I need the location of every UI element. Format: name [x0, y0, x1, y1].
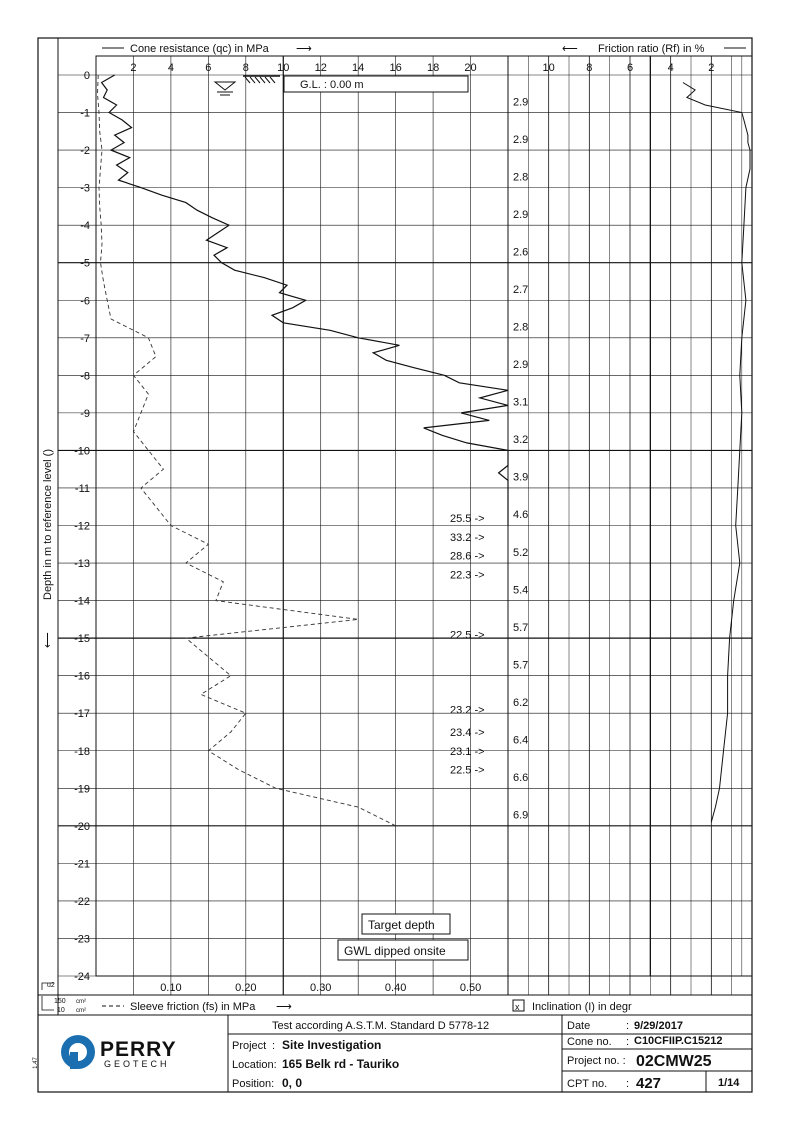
fs-tick-label: 0.30 — [310, 982, 332, 994]
friction-ratio-line — [683, 83, 750, 823]
qc-tick-label: 16 — [389, 62, 402, 74]
qc-arrow-icon: ⟶ — [296, 43, 312, 55]
fs-arrow-icon: ⟶ — [276, 1001, 292, 1013]
depth-tick-label: -12 — [74, 520, 90, 533]
rf-value-label: 5.7 — [513, 621, 529, 634]
depth-tick-label: -5 — [80, 257, 90, 270]
qc-overflow-label: 28.6 -> — [450, 550, 485, 563]
qc-overflow-label: 22.5 -> — [450, 764, 485, 777]
depth-axis-label: Depth in m to reference level () — [42, 448, 54, 600]
project-value: Site Investigation — [282, 1038, 382, 1052]
position-label: Position: — [232, 1078, 275, 1090]
cpt-value: 427 — [636, 1075, 662, 1092]
axis-ticks — [74, 62, 714, 994]
depth-tick-label: -10 — [74, 445, 90, 458]
qc-tick-label: 6 — [205, 62, 212, 74]
date-value: 9/29/2017 — [634, 1020, 683, 1032]
rf-axis-title: Friction ratio (Rf) in % — [598, 43, 705, 55]
qc-overflow-label: 23.1 -> — [450, 745, 485, 758]
depth-tick-label: -24 — [74, 971, 90, 983]
rf-value-label: 3.9 — [513, 471, 529, 484]
depth-tick-label: -17 — [74, 708, 90, 721]
rf-tick-label: 10 — [542, 62, 555, 74]
position-value: 0, 0 — [282, 1076, 303, 1090]
cone-area-legend — [42, 982, 86, 1014]
depth-tick-label: -7 — [80, 332, 90, 345]
project-no-label: Project no. : — [567, 1055, 626, 1067]
groundwater-level-icon — [215, 82, 235, 95]
qc-tick-label: 4 — [167, 62, 174, 74]
qc-tick-label: 18 — [426, 62, 440, 74]
qc-overflow-label: 22.3 -> — [450, 569, 485, 582]
fs-tick-label: 0.40 — [384, 982, 407, 994]
rf-tick-label: 8 — [586, 62, 593, 74]
depth-tick-label: -11 — [74, 482, 90, 495]
rf-value-label: 2.8 — [513, 321, 529, 334]
plot-frame — [96, 56, 752, 976]
qc-tick-label: 14 — [352, 62, 365, 74]
cone-value: C10CFIIP.C15212 — [634, 1035, 723, 1047]
depth-tick-label: -19 — [74, 783, 90, 796]
rf-value-label: 2.7 — [513, 283, 529, 296]
depth-tick-label: -2 — [80, 145, 90, 158]
rf-value-label: 2.8 — [513, 171, 529, 184]
depth-tick-label: -20 — [74, 820, 90, 833]
date-label: Date — [567, 1020, 591, 1032]
rf-value-label: 5.2 — [513, 546, 529, 559]
rf-value-label: 5.7 — [513, 659, 529, 672]
depth-tick-label: -18 — [74, 745, 90, 758]
legend-unit-2: cm² — [76, 1008, 86, 1014]
legend-150: 150 — [54, 998, 66, 1005]
depth-tick-label: -14 — [74, 595, 90, 608]
depth-tick-label: -4 — [80, 220, 90, 233]
project-no-value: 02CMW25 — [636, 1053, 712, 1070]
depth-tick-label: -9 — [80, 407, 90, 420]
rf-value-label: 5.4 — [513, 584, 529, 597]
depth-tick-label: -15 — [74, 633, 90, 646]
cone-colon: : — [626, 1036, 630, 1048]
depth-tick-label: 0 — [83, 70, 90, 82]
fs-tick-label: 0.50 — [459, 982, 482, 994]
chart-labels — [450, 96, 528, 821]
rf-value-label: 2.9 — [513, 96, 529, 109]
qc-axis-title: Cone resistance (qc) in MPa — [130, 43, 269, 55]
qc-tick-label: 20 — [464, 62, 477, 74]
depth-tick-label: -8 — [80, 370, 90, 383]
page-number: 1/14 — [718, 1077, 740, 1089]
logo-sub: GEOTECH — [104, 1059, 170, 1069]
location-label: Location: — [232, 1059, 277, 1071]
cpt-colon: : — [626, 1078, 630, 1090]
legend-10: 10 — [57, 1007, 65, 1014]
rf-value-label: 2.9 — [513, 133, 529, 146]
qc-overflow-label: 23.2 -> — [450, 704, 485, 717]
location-value: 165 Belk rd - Tauriko — [282, 1057, 400, 1071]
fs-tick-label: 0.20 — [235, 982, 257, 994]
legend-u2: u2 — [47, 982, 55, 989]
rf-value-label: 6.4 — [513, 734, 529, 747]
gl-label: G.L. : 0.00 m — [300, 79, 364, 91]
project-colon: : — [272, 1040, 276, 1052]
qc-tick-label: 12 — [314, 62, 327, 74]
depth-tick-label: -1 — [80, 107, 90, 120]
cone-label: Cone no. — [567, 1036, 612, 1048]
ground-surface-hatch-icon — [243, 76, 280, 83]
target-depth-label: Target depth — [368, 918, 435, 932]
standard-text: Test according A.S.T.M. Standard D 5778-12 — [272, 1020, 490, 1032]
chart-grid — [58, 56, 752, 995]
fs-axis-title: Sleeve friction (fs) in MPa — [130, 1001, 256, 1013]
rf-tick-label: 6 — [626, 62, 634, 74]
inclination-checkbox-mark: x — [515, 1002, 520, 1012]
rf-value-label: 6.6 — [513, 772, 529, 785]
depth-axis-arrow-icon: ⟵ — [42, 632, 54, 648]
qc-tick-label: 10 — [277, 62, 290, 74]
cpt-label: CPT no. — [567, 1078, 608, 1090]
project-label: Project — [232, 1040, 267, 1052]
rf-arrow-icon: ⟵ — [562, 43, 578, 55]
fs-tick-label: 0.10 — [160, 982, 182, 994]
rf-value-label: 3.1 — [513, 396, 529, 409]
depth-tick-label: -21 — [74, 858, 90, 871]
rf-tick-label: 2 — [708, 62, 715, 74]
rf-value-label: 4.6 — [513, 509, 529, 522]
perry-logo — [61, 1035, 177, 1069]
depth-tick-label: -6 — [80, 295, 90, 308]
qc-tick-label: 8 — [242, 62, 249, 74]
qc-overflow-label: 22.5 -> — [450, 629, 485, 642]
depth-tick-label: -3 — [80, 182, 90, 195]
depth-tick-label: -23 — [74, 933, 90, 946]
rf-value-label: 6.2 — [513, 696, 529, 709]
rf-value-label: 2.9 — [513, 208, 529, 221]
qc-overflow-label: 25.5 -> — [450, 512, 485, 525]
side-note: 1.47 — [32, 1057, 39, 1069]
qc-overflow-label: 33.2 -> — [450, 531, 485, 544]
depth-tick-label: -13 — [74, 558, 90, 571]
depth-tick-label: -22 — [74, 895, 90, 908]
qc-tick-label: 2 — [130, 62, 137, 74]
rf-value-label: 3.2 — [513, 434, 529, 447]
depth-tick-label: -16 — [74, 670, 90, 683]
legend-unit-1: cm² — [76, 999, 86, 1005]
logo-name: PERRY — [100, 1038, 177, 1061]
rf-value-label: 2.6 — [513, 246, 529, 259]
gwl-label: GWL dipped onsite — [344, 944, 446, 958]
inclination-label: Inclination (I) in degr — [532, 1001, 632, 1013]
qc-overflow-label: 23.4 -> — [450, 726, 485, 739]
rf-tick-label: 4 — [667, 62, 674, 74]
rf-value-label: 6.9 — [513, 809, 529, 822]
rf-value-label: 2.9 — [513, 359, 529, 372]
date-colon: : — [626, 1020, 630, 1032]
